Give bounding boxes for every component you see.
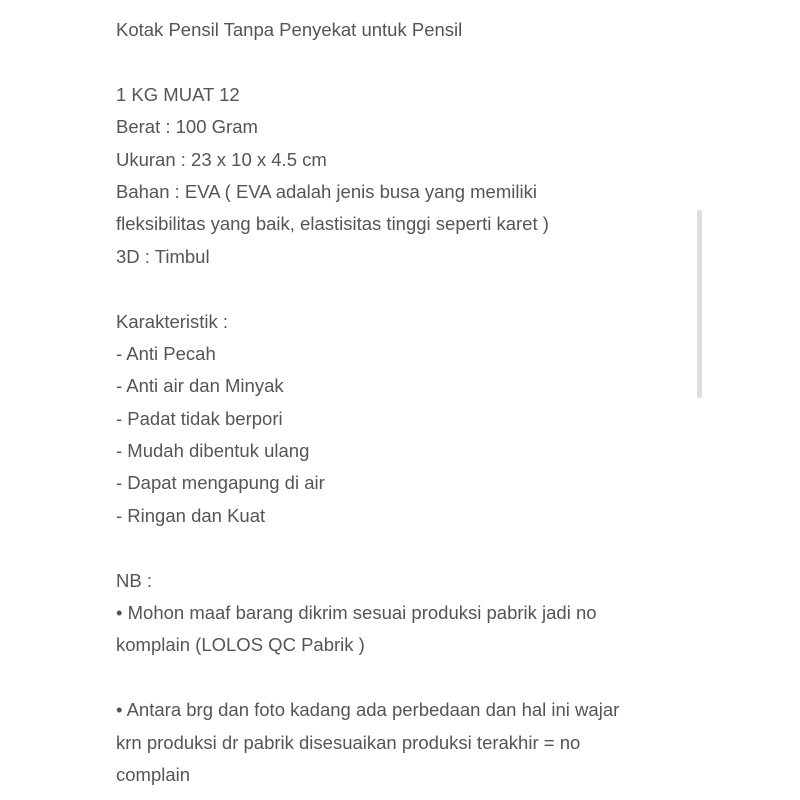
description-line: 3D : Timbul xyxy=(116,245,210,267)
description-line: - Mudah dibentuk ulang xyxy=(116,440,310,462)
description-line: NB : xyxy=(116,569,152,591)
description-line: Bahan : EVA ( EVA adalah jenis busa yang memiliki xyxy=(116,180,537,202)
description-line xyxy=(116,532,696,564)
description-line: fleksibilitas yang baik, elastisitas tinggi seperti karet ) xyxy=(116,213,549,235)
description-line: Kotak Pensil Tanpa Penyekat untuk Pensil xyxy=(116,19,463,40)
description-line: - Dapat mengapung di air xyxy=(116,472,325,494)
product-description xyxy=(116,14,696,791)
description-line: complain xyxy=(116,763,191,785)
scrollbar[interactable] xyxy=(697,210,702,398)
description-line: - Anti Pecah xyxy=(116,342,216,364)
description-line xyxy=(116,46,696,78)
description-line xyxy=(116,662,696,694)
description-line: • Antara brg dan foto kadang ada perbedaan dan hal ini wajar xyxy=(116,699,620,721)
description-line: • Mohon maaf barang dikrim sesuai produksi pabrik jadi no xyxy=(116,602,597,624)
description-line: Karakteristik : xyxy=(116,310,229,332)
description-line: komplain (LOLOS QC Pabrik ) xyxy=(116,634,365,656)
description-line: krn produksi dr pabrik disesuaikan produksi terakhir = no xyxy=(116,731,581,753)
description-line: - Anti air dan Minyak xyxy=(116,375,284,397)
description-line: - Padat tidak berpori xyxy=(116,407,283,429)
description-line: Ukuran : 23 x 10 x 4.5 cm xyxy=(116,148,327,170)
description-line: - Ringan dan Kuat xyxy=(116,504,266,526)
description-line: 1 KG MUAT 12 xyxy=(116,83,240,105)
description-line: Berat : 100 Gram xyxy=(116,116,258,138)
description-line xyxy=(116,273,696,305)
